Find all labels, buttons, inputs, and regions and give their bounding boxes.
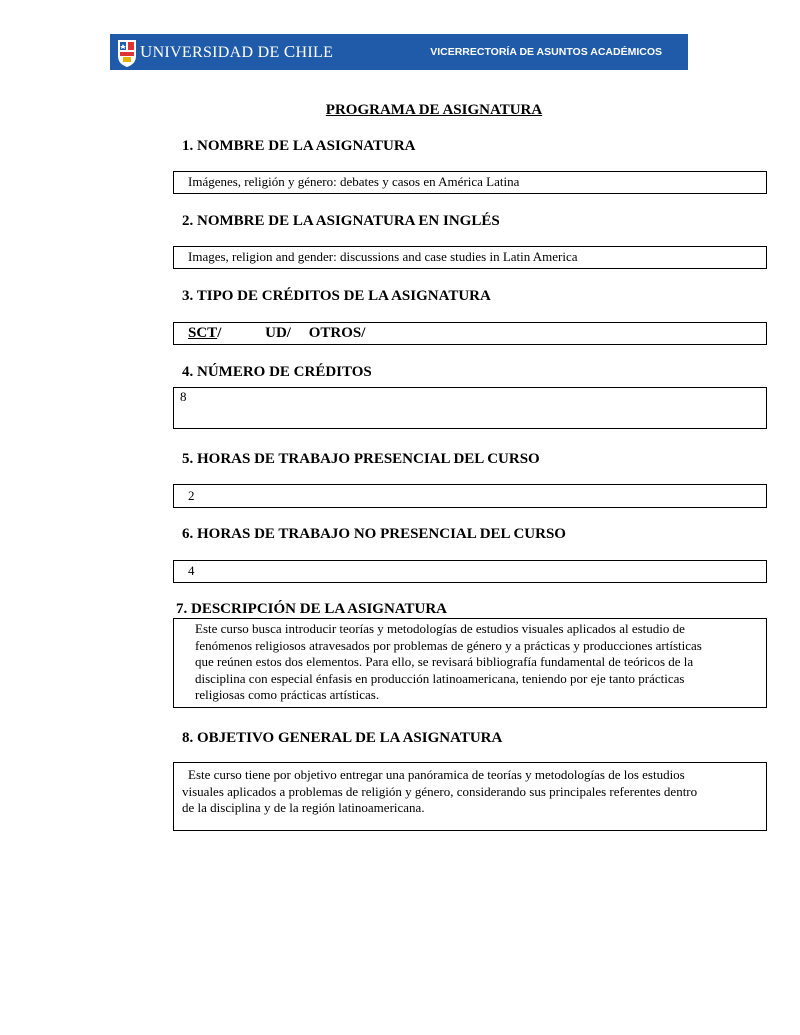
section-8-heading: 8. OBJETIVO GENERAL DE LA ASIGNATURA [182, 730, 503, 746]
section-3-box [173, 322, 767, 345]
section-7-description [195, 621, 765, 704]
credit-types [188, 325, 365, 341]
credit-type-sct-slash: / [217, 325, 222, 341]
section-8-box [173, 762, 767, 831]
section-6-heading: 6. HORAS DE TRABAJO NO PRESENCIAL DEL CURSO [182, 526, 566, 542]
credit-type-sct: SCT [188, 325, 218, 341]
section-3-heading: 3. TIPO DE CRÉDITOS DE LA ASIGNATURA [182, 288, 491, 304]
section-5-box [173, 484, 767, 508]
section-2-box [173, 246, 767, 269]
section-5-value: 2 [188, 488, 195, 503]
section-4-heading: 4. NÚMERO DE CRÉDITOS [182, 364, 372, 380]
section-6-value: 4 [188, 563, 195, 578]
credit-type-ud: UD/ [265, 325, 291, 341]
description-line: fenómenos religiosos atravesados por problemas de género y a prácticas y producciones artísticas [195, 637, 702, 653]
description-line: disciplina con especial énfasis en producción latinoamericana, teniendo por eje tanto prácticas [195, 670, 685, 686]
section-8-objective [182, 767, 762, 817]
university-seal-icon [115, 36, 139, 68]
section-1-heading: 1. NOMBRE DE LA ASIGNATURA [182, 138, 416, 154]
section-4-box [173, 387, 767, 429]
header-banner [110, 34, 688, 70]
vicerrectoria-label: VICERRECTORÍA DE ASUNTOS ACADÉMICOS [430, 46, 662, 58]
objective-line: Este curso tiene por objetivo entregar una panóramica de teorías y metodologías de los estudios [188, 767, 685, 782]
objective-line: visuales aplicados a problemas de religión y género, considerando sus principales referentes dentro [182, 783, 698, 799]
description-line: Este curso busca introducir teorías y metodologías de estudios visuales aplicados al estudio de [195, 621, 685, 636]
section-7-heading: 7. DESCRIPCIÓN DE LA ASIGNATURA [176, 601, 448, 617]
objective-line: de la disciplina y de la región latinoamericana. [182, 800, 425, 816]
page-title: PROGRAMA DE ASIGNATURA [325, 102, 543, 118]
description-line: que reúnen estos dos elementos. Para ello, se revisará bibliografía fundamental de teóricos de la [195, 654, 694, 670]
section-7-box [173, 618, 767, 708]
description-line: religiosas como prácticas artísticas. [195, 687, 380, 703]
section-6-box [173, 560, 767, 583]
university-name: UNIVERSIDAD DE CHILE [140, 42, 334, 61]
section-4-value: 8 [180, 389, 187, 404]
credit-type-otros: OTROS/ [308, 325, 366, 341]
section-1-box [173, 171, 767, 194]
section-5-heading: 5. HORAS DE TRABAJO PRESENCIAL DEL CURSO [182, 451, 540, 467]
section-2-value: Images, religion and gender: discussions and case studies in Latin America [188, 249, 578, 264]
section-1-value: Imágenes, religión y género: debates y casos en América Latina [188, 174, 520, 189]
section-2-heading: 2. NOMBRE DE LA ASIGNATURA EN INGLÉS [182, 213, 500, 229]
